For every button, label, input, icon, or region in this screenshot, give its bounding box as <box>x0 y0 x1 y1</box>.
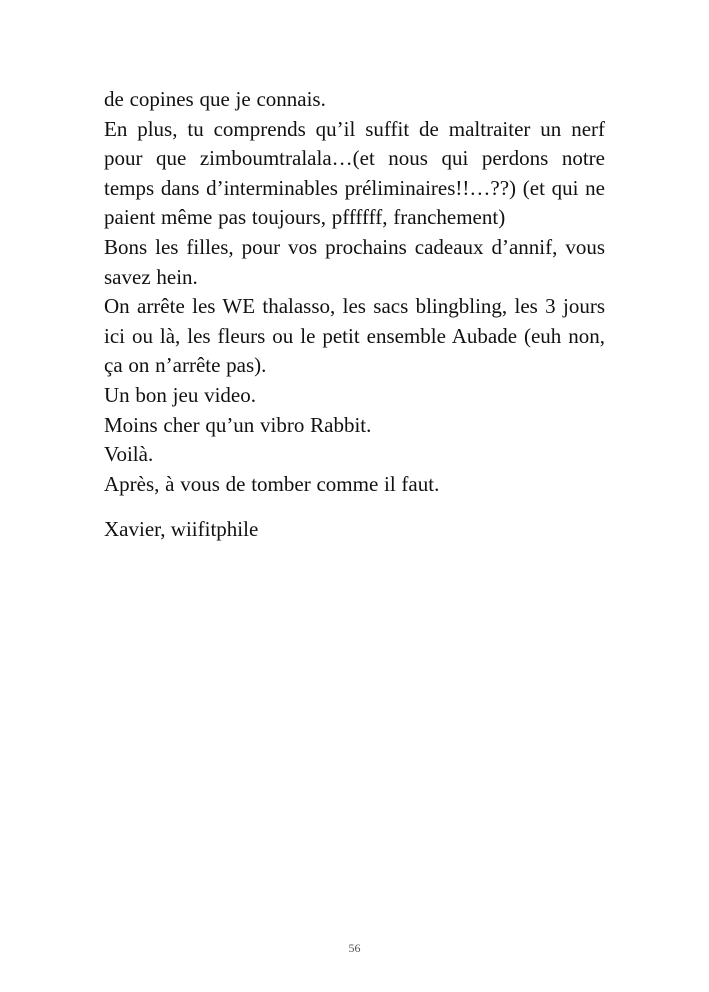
paragraph: Après, à vous de tomber comme il faut. <box>104 471 440 496</box>
paragraph: Bons les filles, pour vos prochains cadeaux d’annif, vous savez hein. <box>104 234 605 289</box>
signature: Xavier, wiifitphile <box>104 517 259 542</box>
paragraph: En plus, tu comprends qu’il suffit de maltraiter un nerf pour que zimboumtralala…(et nous qui perdons notre temps dans d’interminables préliminaires!!…??) (et qui ne paient même pas toujours, pffffff, franchement) <box>104 116 605 230</box>
body-text <box>104 85 605 545</box>
paragraph: Voilà. <box>104 442 154 467</box>
paragraph: Un bon jeu video. <box>104 382 256 407</box>
page-number: 56 <box>348 941 361 955</box>
paragraph: Moins cher qu’un vibro Rabbit. <box>104 412 372 437</box>
paragraph: On arrête les WE thalasso, les sacs blingbling, les 3 jours ici ou là, les fleurs ou le petit ensemble Aubade (euh non, ça on n’arrête pas). <box>104 294 605 378</box>
paragraph: de copines que je connais. <box>104 87 326 111</box>
